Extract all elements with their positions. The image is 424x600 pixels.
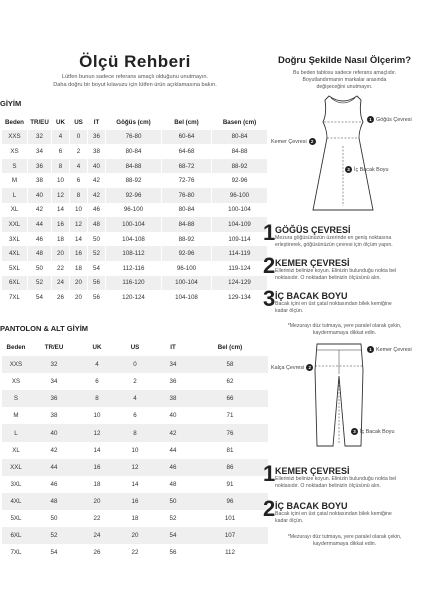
table-cell: 20 bbox=[52, 246, 70, 261]
table-cell: 18 bbox=[131, 514, 139, 522]
clothing-size-table bbox=[2, 115, 268, 305]
table-cell: 36 bbox=[169, 378, 177, 386]
table-row bbox=[2, 407, 268, 424]
table-row bbox=[2, 217, 268, 232]
pants-waist-marker-icon: 1 bbox=[367, 346, 374, 353]
table-cell: 42 bbox=[50, 446, 58, 454]
table-cell: 16 bbox=[52, 217, 70, 232]
table-cell: 104-109 bbox=[212, 217, 268, 232]
table-row bbox=[2, 424, 268, 441]
column-header: Bel (cm) bbox=[162, 115, 212, 130]
table-cell: 12 bbox=[70, 217, 88, 232]
table-cell: 16 bbox=[116, 493, 154, 510]
table-cell: 6 bbox=[52, 144, 70, 159]
table-cell: 108-112 bbox=[106, 246, 162, 261]
table-cell: 48 bbox=[88, 217, 106, 232]
table-cell: 92-96 bbox=[212, 173, 268, 188]
table-cell: 86 bbox=[192, 459, 268, 476]
table-cell: 14 bbox=[131, 480, 139, 488]
table-cell: 44 bbox=[169, 446, 177, 454]
column-header: IT bbox=[154, 339, 192, 356]
table-cell: 76 bbox=[192, 424, 268, 441]
table-cell: 40 bbox=[169, 412, 177, 420]
table-cell: 116-120 bbox=[106, 276, 162, 291]
table-cell: 14 bbox=[93, 446, 101, 454]
table-cell: 22 bbox=[131, 549, 139, 557]
table-cell: 114-119 bbox=[212, 246, 268, 261]
table-cell: XL bbox=[2, 203, 28, 218]
pants-inseam-callout: 3 İç Bacak Boyu bbox=[351, 428, 394, 435]
guide-intro bbox=[265, 70, 424, 91]
table-cell: 32 bbox=[30, 356, 78, 373]
table-cell: 40 bbox=[28, 188, 52, 203]
guide-intro-line: değişeceğini unutmayın. bbox=[316, 84, 373, 90]
column-header: Beden bbox=[2, 339, 30, 356]
table-cell: 50 bbox=[28, 261, 52, 276]
table-cell: 0 bbox=[116, 356, 154, 373]
table-cell: 20 bbox=[116, 527, 154, 544]
table-cell: 50 bbox=[50, 514, 58, 522]
table-row bbox=[2, 261, 268, 276]
table-cell: 38 bbox=[50, 412, 58, 420]
column-header: UK bbox=[78, 339, 116, 356]
table-cell: 112 bbox=[225, 549, 235, 557]
intro-line: Daha doğru bir boyut kılavuzu için lütfen ürün açıklamasına bakın. bbox=[53, 82, 217, 88]
table-row bbox=[2, 493, 268, 510]
table-cell: 52 bbox=[28, 276, 52, 291]
table-cell: 16 bbox=[78, 459, 116, 476]
table-cell: 52 bbox=[169, 514, 177, 522]
table-cell: 10 bbox=[70, 203, 88, 218]
table-cell: XS bbox=[2, 144, 28, 159]
guide-title: Doğru Şekilde Nasıl Ölçerim? bbox=[277, 55, 412, 66]
table-row bbox=[2, 476, 268, 493]
table-cell: 124-129 bbox=[212, 276, 268, 291]
pants-size-table bbox=[2, 339, 268, 561]
table-cell: 40 bbox=[30, 424, 78, 441]
column-header: UK bbox=[52, 115, 70, 130]
table-cell: XXL bbox=[2, 217, 28, 232]
table-cell: 12 bbox=[116, 459, 154, 476]
table-cell: 54 bbox=[154, 527, 192, 544]
table-cell: 8 bbox=[70, 188, 88, 203]
table-cell: 101 bbox=[224, 514, 236, 522]
table-cell: 80-84 bbox=[106, 144, 162, 159]
table-row bbox=[2, 144, 268, 159]
table-cell: 44 bbox=[28, 217, 52, 232]
table-cell: 66 bbox=[192, 390, 268, 407]
chest-marker-icon: 1 bbox=[367, 116, 374, 123]
table-cell: 129-134 bbox=[212, 290, 268, 305]
table-cell: 40 bbox=[88, 159, 106, 174]
table-cell: 14 bbox=[52, 203, 70, 218]
column-header: US bbox=[70, 115, 88, 130]
table-cell: 6XL bbox=[2, 276, 28, 291]
table-cell: 62 bbox=[226, 378, 234, 386]
table-cell: 2 bbox=[133, 378, 137, 386]
table-cell: 16 bbox=[70, 246, 88, 261]
table-row bbox=[2, 203, 268, 218]
table-cell: XS bbox=[11, 378, 21, 386]
table-cell: 76-80 bbox=[162, 188, 212, 203]
dress-illustration bbox=[307, 94, 379, 212]
table-cell: 42 bbox=[28, 203, 52, 218]
table-row bbox=[2, 173, 268, 188]
table-cell: 50 bbox=[154, 493, 192, 510]
table-cell: 7XL bbox=[2, 290, 28, 305]
table-cell: 46 bbox=[28, 232, 52, 247]
table-cell: 112-116 bbox=[106, 261, 162, 276]
table-row bbox=[2, 442, 268, 459]
inseam-callout: 3 İç Bacak Boyu bbox=[345, 166, 388, 173]
table-cell: 50 bbox=[88, 232, 106, 247]
waist-marker-icon: 2 bbox=[309, 138, 316, 145]
table-cell: 46 bbox=[50, 480, 58, 488]
table-cell: 0 bbox=[70, 130, 88, 145]
table-cell: 100-104 bbox=[212, 203, 268, 218]
table-cell: 36 bbox=[30, 390, 78, 407]
table-cell: 84-88 bbox=[162, 217, 212, 232]
measure-guide-panel: Doğru Şekilde Nasıl Ölçerim? Bu beden tablosu sadece referans amaçlıdır. Boyutlandırmanın markalar arasında değişeceğini unutmayın. 1 Göğüs Çevresi Kemer Çevresi 2 3 İç Bacak Boyu 1 GÖĞÜS ÇEVRESİ Mezura göğüsünüzün üzerinde en geniş noktasına erleştirerek, göğüsünüzün çevresi için ölçüm yapın. 2 KEMER ÇEVRESİ Ellerinizi belinize koyun. Elinizin bulunduğu nokta bel noktasıdır. O noktadan belinizin ölçüsünü alın. 3 İÇ BACAK BOYU Bacak içini en üst çatal noktasından bilek kemiğine kadar ölçün. *Mezurayı düz tutmaya, yere paralel olarak çekin, kaydermamaya dikkat edin. 1 Kemer Çevresi Kalça Çevresi 2 3 İç Bacak Boyu 1 KEMER ÇEVRESİ Ellerinizi belinize koyun. Elinizin bulunduğu nokta bel noktasıdır. O noktadan belinizin ölçüsünü alın. 2 İÇ BACAK BOYU Bacak içini en üst çatal noktasından bilek kemiğine kadar ölçün. *Mezurayı düz tutmaya, yere paralel olarak çekin, kaydermamaya dikkat edin. bbox=[265, 0, 424, 600]
waist-callout: Kemer Çevresi 2 bbox=[271, 138, 316, 145]
table-cell: M bbox=[2, 173, 28, 188]
table-cell: S bbox=[2, 390, 30, 407]
table-cell: 60-64 bbox=[162, 130, 212, 145]
table-cell: 54 bbox=[28, 290, 52, 305]
table-row bbox=[2, 188, 268, 203]
table-row bbox=[2, 232, 268, 247]
table-cell: 56 bbox=[88, 290, 106, 305]
table-cell: 22 bbox=[52, 261, 70, 276]
table-cell: 6 bbox=[95, 378, 99, 386]
guide-intro-line: Boyutlandırmanın markalar arasında bbox=[302, 77, 387, 83]
table-cell: 48 bbox=[169, 480, 177, 488]
table-cell: 104-108 bbox=[106, 232, 162, 247]
table-cell: 34 bbox=[28, 144, 52, 159]
table-cell: 96-100 bbox=[162, 261, 212, 276]
column-header: TR/EU bbox=[30, 339, 78, 356]
table-cell: 34 bbox=[50, 378, 58, 386]
table-cell: 80-84 bbox=[212, 130, 268, 145]
table-cell: S bbox=[2, 159, 28, 174]
table-cell: 12 bbox=[78, 424, 116, 441]
column-header: Beden bbox=[2, 115, 28, 130]
table-row bbox=[2, 390, 268, 407]
table-cell: 36 bbox=[88, 130, 106, 145]
table-cell: 8 bbox=[116, 424, 154, 441]
table-cell: 18 bbox=[93, 480, 101, 488]
table-cell: 5XL bbox=[10, 514, 22, 522]
table-cell: 20 bbox=[78, 493, 116, 510]
table-cell: 88-92 bbox=[162, 232, 212, 247]
table-cell: 10 bbox=[131, 446, 139, 454]
table-cell: 48 bbox=[28, 246, 52, 261]
table-cell: 96 bbox=[192, 493, 268, 510]
hip-marker-icon: 2 bbox=[306, 364, 313, 371]
table-cell: 4 bbox=[116, 390, 154, 407]
pants-inseam-marker-icon: 3 bbox=[351, 428, 358, 435]
intro-line: Lütfen bunun sadece referans amaçlı olduğunu unutmayın. bbox=[61, 74, 209, 80]
table-cell: 88-92 bbox=[212, 159, 268, 174]
table-cell: 68-72 bbox=[162, 159, 212, 174]
column-header: Bel (cm) bbox=[192, 339, 268, 356]
table-cell: L bbox=[2, 188, 28, 203]
table-cell: 81 bbox=[226, 446, 234, 454]
guide-intro-line: Bu beden tablosu sadece referans amaçlıdır. bbox=[293, 70, 396, 76]
table-cell: 120-124 bbox=[106, 290, 162, 305]
table-cell: 88-92 bbox=[106, 173, 162, 188]
table-row bbox=[2, 290, 268, 305]
table-cell: 6XL bbox=[2, 527, 30, 544]
table-row bbox=[2, 130, 268, 145]
table-cell: 38 bbox=[28, 173, 52, 188]
table-cell: 56 bbox=[169, 549, 177, 557]
column-header: Göğüs (cm) bbox=[106, 115, 162, 130]
table-cell: 46 bbox=[154, 459, 192, 476]
table-cell: 10 bbox=[52, 173, 70, 188]
table-cell: 12 bbox=[52, 188, 70, 203]
table-cell: 84-88 bbox=[212, 144, 268, 159]
table-row bbox=[2, 527, 268, 544]
page-title: Ölçü Rehberi bbox=[79, 52, 191, 71]
table-cell: 6 bbox=[133, 412, 137, 420]
table-cell: 92-96 bbox=[162, 246, 212, 261]
column-header: Basen (cm) bbox=[212, 115, 268, 130]
table-cell: 20 bbox=[70, 290, 88, 305]
table-cell: 52 bbox=[88, 246, 106, 261]
table-cell: 42 bbox=[154, 424, 192, 441]
table-row bbox=[2, 459, 268, 476]
table-row bbox=[2, 246, 268, 261]
table-cell: 20 bbox=[70, 276, 88, 291]
table-cell: 8 bbox=[52, 159, 70, 174]
clothing-section-heading: GİYİM bbox=[0, 99, 22, 108]
table-cell: 56 bbox=[88, 276, 106, 291]
table-cell: XXS bbox=[2, 130, 28, 145]
table-cell: 54 bbox=[50, 549, 58, 557]
inseam-marker-icon: 3 bbox=[345, 166, 352, 173]
table-cell: 4XL bbox=[2, 246, 28, 261]
table-cell: 104-108 bbox=[162, 290, 212, 305]
hip-callout: Kalça Çevresi 2 bbox=[271, 364, 313, 371]
table-cell: 107 bbox=[192, 527, 268, 544]
table-cell: XXS bbox=[2, 356, 30, 373]
table-cell: 42 bbox=[88, 188, 106, 203]
table-row bbox=[2, 159, 268, 174]
table-cell: 4XL bbox=[2, 493, 30, 510]
table-cell: 64-68 bbox=[162, 144, 212, 159]
table-cell: 7XL bbox=[10, 549, 22, 557]
table-cell: 96-100 bbox=[106, 203, 162, 218]
table-cell: 6 bbox=[70, 173, 88, 188]
table-cell: 100-104 bbox=[162, 276, 212, 291]
table-cell: 14 bbox=[70, 232, 88, 247]
table-cell: 24 bbox=[52, 276, 70, 291]
table-cell: 71 bbox=[226, 412, 234, 420]
dress-note: *Mezurayı düz tutmaya, yere paralel olarak çekin, kaydermamaya dikkat edin. bbox=[287, 323, 402, 336]
table-cell: 32 bbox=[28, 130, 52, 145]
table-cell: 48 bbox=[30, 493, 78, 510]
page-intro bbox=[0, 73, 270, 89]
table-cell: 36 bbox=[28, 159, 52, 174]
table-row bbox=[2, 510, 268, 527]
pants-note: *Mezurayı düz tutmaya, yere paralel olarak çekin, kaydermamaya dikkat edin. bbox=[287, 534, 402, 547]
column-header: TR/EU bbox=[28, 115, 52, 130]
table-cell: 80-84 bbox=[162, 203, 212, 218]
table-cell: 109-114 bbox=[212, 232, 268, 247]
table-cell: 84-88 bbox=[106, 159, 162, 174]
table-cell: 3XL bbox=[10, 480, 22, 488]
table-cell: 3XL bbox=[2, 232, 28, 247]
table-row bbox=[2, 356, 268, 373]
pants-waist-callout: 1 Kemer Çevresi bbox=[367, 346, 412, 353]
table-cell: 18 bbox=[70, 261, 88, 276]
table-cell: 18 bbox=[52, 232, 70, 247]
table-cell: 26 bbox=[93, 549, 101, 557]
table-row bbox=[2, 544, 268, 561]
table-cell: 46 bbox=[88, 203, 106, 218]
table-cell: 76-80 bbox=[106, 130, 162, 145]
table-cell: 72-76 bbox=[162, 173, 212, 188]
table-row bbox=[2, 276, 268, 291]
table-cell: 54 bbox=[88, 261, 106, 276]
table-cell: 26 bbox=[52, 290, 70, 305]
table-cell: 91 bbox=[226, 480, 234, 488]
table-cell: 8 bbox=[78, 390, 116, 407]
table-cell: 38 bbox=[88, 144, 106, 159]
table-cell: 92-96 bbox=[106, 188, 162, 203]
pants-section-heading: PANTOLON & ALT GİYİM bbox=[0, 324, 89, 333]
table-cell: 38 bbox=[154, 390, 192, 407]
column-header: IT bbox=[88, 115, 106, 130]
table-cell: 100-104 bbox=[106, 217, 162, 232]
table-cell: 5XL bbox=[2, 261, 28, 276]
table-cell: 96-100 bbox=[212, 188, 268, 203]
table-cell: 34 bbox=[154, 356, 192, 373]
table-cell: 10 bbox=[93, 412, 101, 420]
table-cell: 42 bbox=[88, 173, 106, 188]
table-cell: 44 bbox=[30, 459, 78, 476]
table-cell: XL bbox=[12, 446, 20, 454]
table-cell: 4 bbox=[70, 159, 88, 174]
table-cell: 52 bbox=[30, 527, 78, 544]
table-cell: 24 bbox=[78, 527, 116, 544]
table-cell: XXL bbox=[2, 459, 30, 476]
table-cell: 22 bbox=[93, 514, 101, 522]
table-cell: 4 bbox=[78, 356, 116, 373]
table-cell: M bbox=[13, 412, 19, 420]
table-cell: 58 bbox=[192, 356, 268, 373]
chest-callout: 1 Göğüs Çevresi bbox=[367, 116, 412, 123]
column-header: US bbox=[116, 339, 154, 356]
table-cell: 4 bbox=[52, 130, 70, 145]
table-cell: 119-124 bbox=[212, 261, 268, 276]
table-cell: L bbox=[2, 424, 30, 441]
table-cell: 2 bbox=[70, 144, 88, 159]
table-row bbox=[2, 373, 268, 390]
